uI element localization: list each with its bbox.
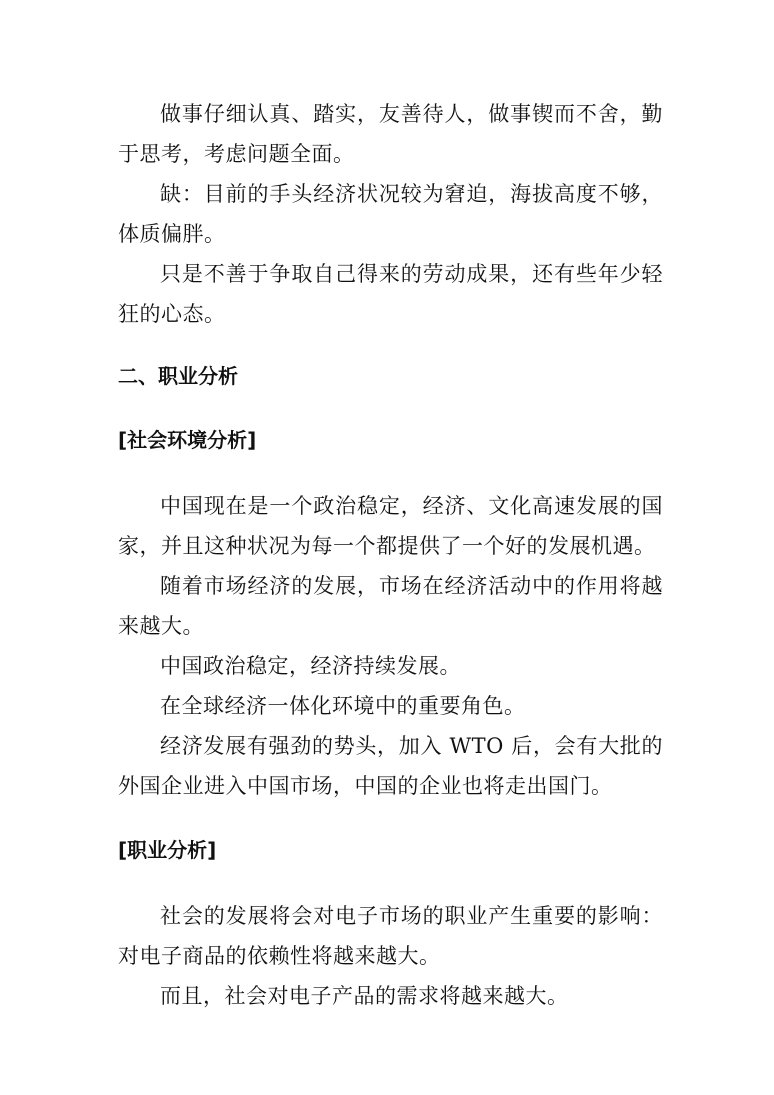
section-heading-career-analysis: 二、职业分析 — [118, 364, 238, 388]
paragraph-electronics-market: 社会的发展将会对电子市场的职业产生重要的影响：对电子商品的依赖性将越来越大。 — [118, 904, 663, 968]
paragraph-weaknesses: 缺：目前的手头经济状况较为窘迫，海拔高度不够，体质偏胖。 — [118, 182, 663, 246]
spacer — [118, 460, 663, 486]
subheading-social-environment: [社会环境分析] — [118, 428, 257, 452]
paragraph-wto: 经济发展有强劲的势头，加入 WTO 后，会有大批的外国企业进入中国市场，中国的企业也将走出国门。 — [118, 734, 663, 798]
paragraph-attitude: 只是不善于争取自己得来的劳动成果，还有些年少轻狂的心态。 — [118, 262, 663, 326]
paragraph-china-stability: 中国现在是一个政治稳定，经济、文化高速发展的国家，并且这种状况为每一个都提供了一个好的发展机遇。 — [118, 494, 663, 558]
spacer — [118, 396, 663, 420]
document-page — [118, 94, 663, 1016]
paragraph-electronics-demand: 而且，社会对电子产品的需求将越来越大。 — [160, 984, 569, 1008]
subheading-career-analysis: [职业分析] — [118, 838, 217, 862]
paragraph-strengths: 做事仔细认真、踏实，友善待人，做事锲而不舍，勤于思考，考虑问题全面。 — [118, 102, 663, 166]
paragraph-market-economy: 随着市场经济的发展，市场在经济活动中的作用将越来越大。 — [118, 574, 663, 638]
spacer — [118, 806, 663, 830]
paragraph-global-role: 在全球经济一体化环境中的重要角色。 — [160, 694, 526, 718]
spacer — [118, 334, 663, 356]
spacer — [118, 870, 663, 896]
paragraph-political-stability: 中国政治稳定，经济持续发展。 — [160, 654, 461, 678]
